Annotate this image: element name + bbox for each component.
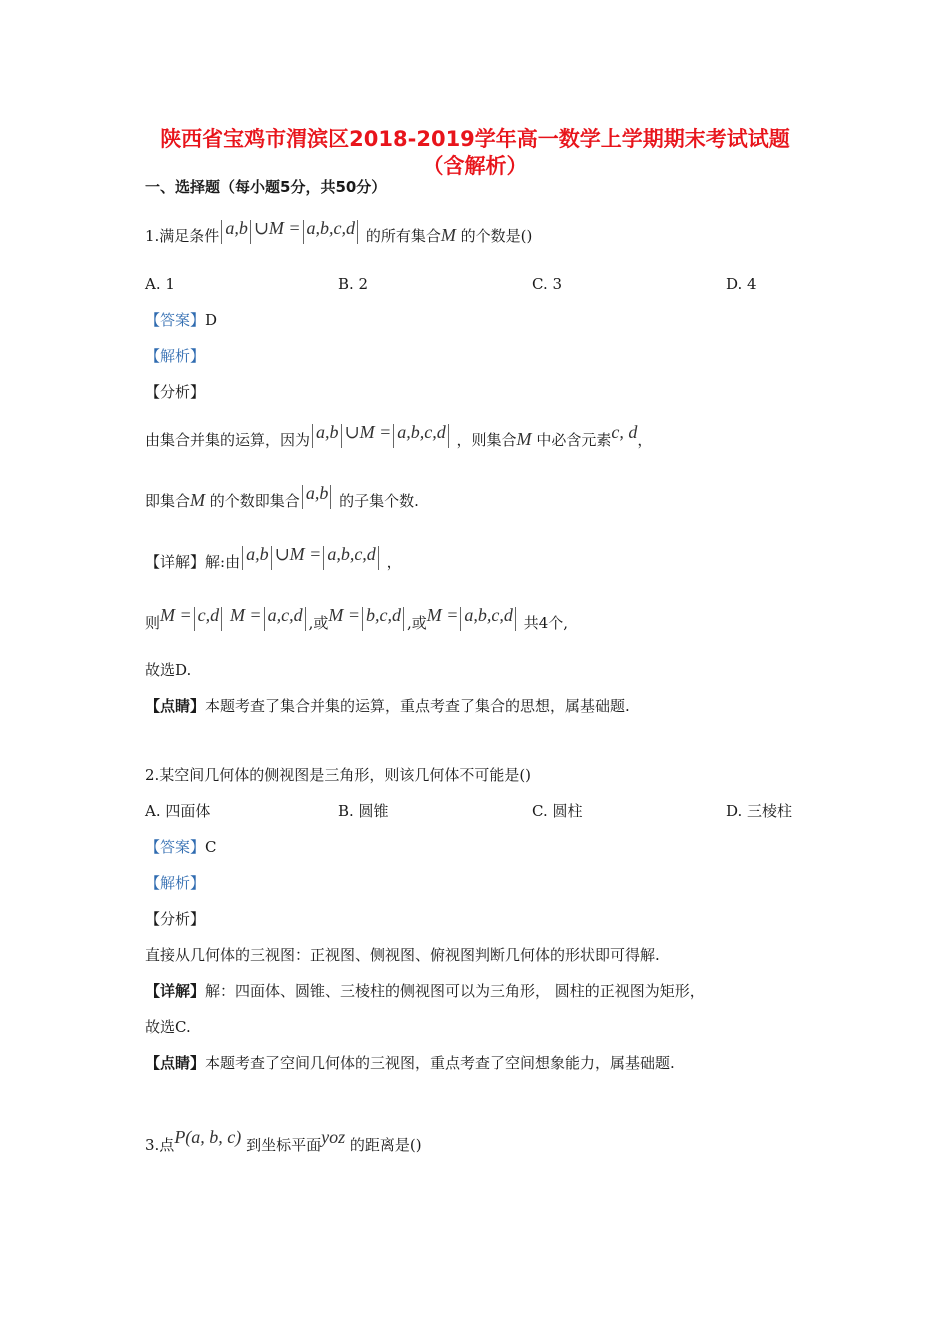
q2-detail	[145, 981, 705, 1001]
then-M3: M =	[328, 605, 360, 625]
q1-option-b: B. 2	[338, 275, 369, 293]
brace-icon	[194, 607, 196, 631]
then-a: 则	[145, 614, 161, 632]
brace-icon	[242, 546, 244, 570]
brace-icon	[305, 607, 307, 631]
line2-a: 即集合	[145, 492, 191, 510]
q2-option-b: B. 圆锥	[338, 802, 389, 820]
q1-detail-line2	[145, 605, 569, 636]
then-or2: ,或	[407, 614, 427, 632]
brace-icon	[330, 485, 332, 509]
q2-option-a: A. 四面体	[145, 802, 211, 820]
dianjing-tag: 【点睛】	[145, 697, 206, 715]
question-1-stem	[145, 218, 533, 249]
q1-fenxi-tag: 【分析】	[145, 383, 206, 401]
document-title-line1: 陕西省宝鸡市渭滨区2018-2019学年高一数学上学期期末考试试题	[160, 127, 790, 151]
answer-tag: 【答案】	[145, 311, 206, 329]
brace-icon	[323, 546, 325, 570]
q1-union: ∪M =	[253, 218, 301, 238]
q1-analysis-tag: 【解析】	[145, 347, 206, 365]
fenxi-c: 中必含元素	[536, 431, 612, 449]
dianjing-text: 本题考查了空间几何体的三视图，重点考查了空间想象能力，属基础题.	[205, 1054, 675, 1072]
then-M2: M =	[229, 605, 262, 625]
fenxi-set-abcd: a,b,c,d	[397, 422, 446, 442]
then-set2: a,c,d	[267, 605, 303, 625]
line2-set-ab: a,b	[305, 483, 329, 503]
fenxi-cd: c, d	[611, 422, 638, 442]
q3-plane: yoz	[321, 1127, 346, 1147]
brace-icon	[221, 607, 223, 631]
q1-answer	[145, 310, 217, 330]
fenxi-d: ，	[637, 431, 653, 449]
q1-suffix-a: 的所有集合	[365, 227, 441, 245]
q2-answer	[145, 837, 217, 857]
section-heading: 一、选择题（每小题5分，共50分）	[145, 178, 387, 196]
question-2-stem: 2.某空间几何体的侧视图是三角形，则该几何体不可能是()	[145, 766, 532, 784]
answer-value: D	[205, 311, 218, 329]
then-end: 共4个,	[523, 614, 569, 632]
q1-fenxi-line1	[145, 422, 653, 453]
then-or1: ,或	[308, 614, 329, 632]
brace-icon	[460, 607, 462, 631]
q2-option-c: C. 圆柱	[532, 802, 583, 820]
line2-M: M	[190, 490, 206, 510]
q3-point: P(a, b, c)	[174, 1127, 242, 1147]
q2-dianjing	[145, 1053, 675, 1073]
brace-icon	[357, 220, 359, 244]
line2-c: 的子集个数.	[339, 492, 419, 510]
q1-suffix-b: 的个数是()	[460, 227, 533, 245]
q1-option-d: D. 4	[726, 275, 757, 293]
q2-fenxi-tag: 【分析】	[145, 910, 206, 928]
q1-fenxi-line2	[145, 483, 419, 514]
then-M1: M =	[160, 605, 192, 625]
brace-icon	[362, 607, 364, 631]
detail-union: ∪M =	[274, 544, 322, 564]
q3-suffix: 的距离是()	[349, 1136, 422, 1154]
q3-mid: 到坐标平面	[246, 1136, 322, 1154]
fenxi-set-ab: a,b	[316, 422, 339, 442]
then-set3: b,c,d	[366, 605, 401, 625]
then-M4: M =	[426, 605, 459, 625]
brace-icon	[341, 424, 343, 448]
detail-b: ，	[386, 553, 402, 571]
then-set4: a,b,c,d	[464, 605, 513, 625]
q2-analysis-tag: 【解析】	[145, 874, 206, 892]
then-set1: c,d	[197, 605, 220, 625]
q1-detail-line1	[145, 544, 402, 575]
fenxi-M: M	[516, 429, 532, 449]
q1-set-abcd: a,b,c,d	[306, 218, 356, 238]
q2-choose: 故选C.	[145, 1018, 191, 1036]
question-3-stem	[145, 1127, 422, 1155]
detail-tag: 【详解】	[145, 982, 206, 1000]
q2-option-d: D. 三棱柱	[726, 802, 793, 820]
document-title-line2: （含解析）	[422, 154, 528, 178]
detail-set-abcd: a,b,c,d	[327, 544, 376, 564]
fenxi-b: ，则集合	[456, 431, 517, 449]
brace-icon	[448, 424, 450, 448]
brace-icon	[250, 220, 252, 244]
brace-icon	[393, 424, 395, 448]
q1-prefix: 1.满足条件	[145, 227, 220, 245]
brace-icon	[312, 424, 314, 448]
line2-b: 的个数即集合	[209, 492, 300, 510]
brace-icon	[303, 220, 305, 244]
brace-icon	[264, 607, 266, 631]
q1-dianjing	[145, 696, 630, 716]
q1-set-ab: a,b	[225, 218, 248, 238]
detail-a: 解:由	[205, 553, 241, 571]
fenxi-a: 由集合并集的运算，因为	[145, 431, 311, 449]
detail-tag: 【详解】	[145, 553, 206, 571]
fenxi-union: ∪M =	[344, 422, 392, 442]
q1-choose: 故选D.	[145, 661, 192, 679]
brace-icon	[221, 220, 223, 244]
q1-option-c: C. 3	[532, 275, 563, 293]
dianjing-text: 本题考查了集合并集的运算，重点考查了集合的思想，属基础题.	[205, 697, 630, 715]
brace-icon	[515, 607, 517, 631]
q1-M: M	[440, 225, 456, 245]
dianjing-tag: 【点睛】	[145, 1054, 206, 1072]
answer-tag: 【答案】	[145, 838, 206, 856]
q3-prefix: 3.点	[145, 1136, 175, 1154]
brace-icon	[378, 546, 380, 570]
q1-option-a: A. 1	[145, 275, 175, 293]
answer-value: C	[205, 838, 217, 856]
brace-icon	[403, 607, 405, 631]
detail-set-ab: a,b	[246, 544, 269, 564]
detail-text: 解：四面体、圆锥、三棱柱的侧视图可以为三角形， 圆柱的正视图为矩形，	[205, 982, 705, 1000]
brace-icon	[271, 546, 273, 570]
brace-icon	[302, 485, 304, 509]
q2-fenxi: 直接从几何体的三视图：正视图、侧视图、俯视图判断几何体的形状即可得解.	[145, 946, 660, 964]
